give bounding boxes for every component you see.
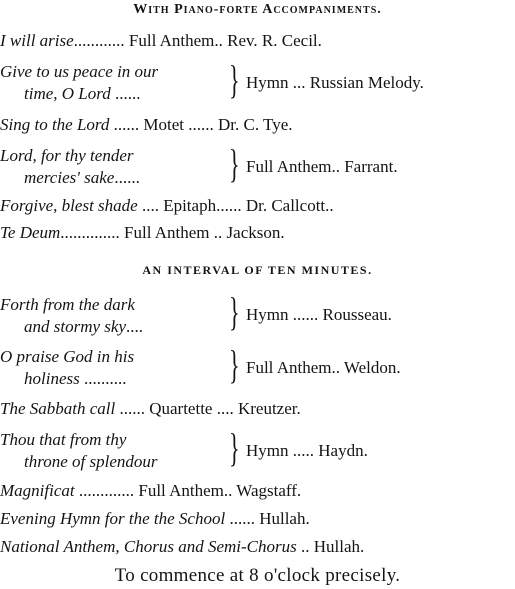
piece-title: Magnificat xyxy=(0,481,75,500)
piece-title-line2-wrap xyxy=(24,84,141,104)
closing-notice: To commence at 8 o'clock precisely. xyxy=(114,565,401,586)
programme-entry xyxy=(0,509,310,529)
piece-title-line2: and stormy sky xyxy=(24,317,126,336)
piece-title: Forgive, blest shade xyxy=(0,196,138,215)
piece-details: .............. Full Anthem .. Jackson. xyxy=(60,223,285,242)
piece-title-line2-wrap xyxy=(24,168,140,188)
piece-title-line1: Lord, for thy tender xyxy=(0,146,134,165)
piece-title-line1: Give to us peace in our xyxy=(0,62,159,81)
piece-details: .... Epitaph...... Dr. Callcott.. xyxy=(141,196,334,215)
piece-title: Sing to the Lord xyxy=(0,115,110,134)
piece-title-line2: time, O Lord xyxy=(24,84,111,103)
piece-title-line2-wrap xyxy=(24,369,126,389)
programme-heading: With Piano-forte Accompaniments. xyxy=(133,2,382,17)
programme-entry xyxy=(0,115,293,135)
programme-entry xyxy=(0,31,322,51)
programme-entry xyxy=(0,223,285,243)
piece-details: ...... Motet ...... Dr. C. Tye. xyxy=(113,115,293,134)
piece-details: ............. Full Anthem.. Wagstaff. xyxy=(78,481,302,500)
leader-dots: .... xyxy=(125,317,143,336)
programme-entry xyxy=(0,481,301,501)
brace: } xyxy=(229,57,240,102)
piece-details: Hymn ..... Haydn. xyxy=(246,441,368,460)
piece-details: Full Anthem.. Weldon. xyxy=(246,358,401,377)
piece-title-line2-wrap xyxy=(24,317,143,337)
piece-title: Evening Hymn for the the School xyxy=(0,509,226,528)
piece-title: National Anthem, Chorus and Semi-Chorus xyxy=(0,537,297,556)
piece-title: I will arise xyxy=(0,31,74,50)
programme-entry xyxy=(0,196,334,216)
piece-title-line2: holiness xyxy=(24,369,80,388)
piece-details: ............ Full Anthem.. Rev. R. Cecil. xyxy=(73,31,322,50)
interval-notice: AN INTERVAL OF TEN MINUTES. xyxy=(142,263,373,277)
piece-title-line1: Thou that from thy xyxy=(0,430,127,449)
piece-details: ...... Quartette .... Kreutzer. xyxy=(119,399,301,418)
brace: } xyxy=(229,425,240,470)
piece-details: Full Anthem.. Farrant. xyxy=(246,157,398,176)
programme-entry xyxy=(0,399,301,419)
brace: } xyxy=(229,342,240,387)
brace: } xyxy=(229,289,240,334)
leader-dots: ...... xyxy=(115,84,141,103)
piece-details: .. Hullah. xyxy=(300,537,365,556)
piece-title-line2: throne of splendour xyxy=(24,452,158,471)
piece-title-line2: mercies' sake xyxy=(24,168,115,187)
piece-details: Hymn ...... Rousseau. xyxy=(246,305,392,324)
leader-dots: ...... xyxy=(114,168,140,187)
leader-dots: .......... xyxy=(83,369,127,388)
piece-title-line1: Forth from the dark xyxy=(0,295,135,314)
piece-title: The Sabbath call xyxy=(0,399,116,418)
brace: } xyxy=(229,141,240,186)
piece-details: Hymn ... Russian Melody. xyxy=(246,73,424,92)
piece-details: ...... Hullah. xyxy=(229,509,310,528)
piece-title-line1: O praise God in his xyxy=(0,347,135,366)
piece-title: Te Deum xyxy=(0,223,61,242)
programme-entry xyxy=(0,537,364,557)
